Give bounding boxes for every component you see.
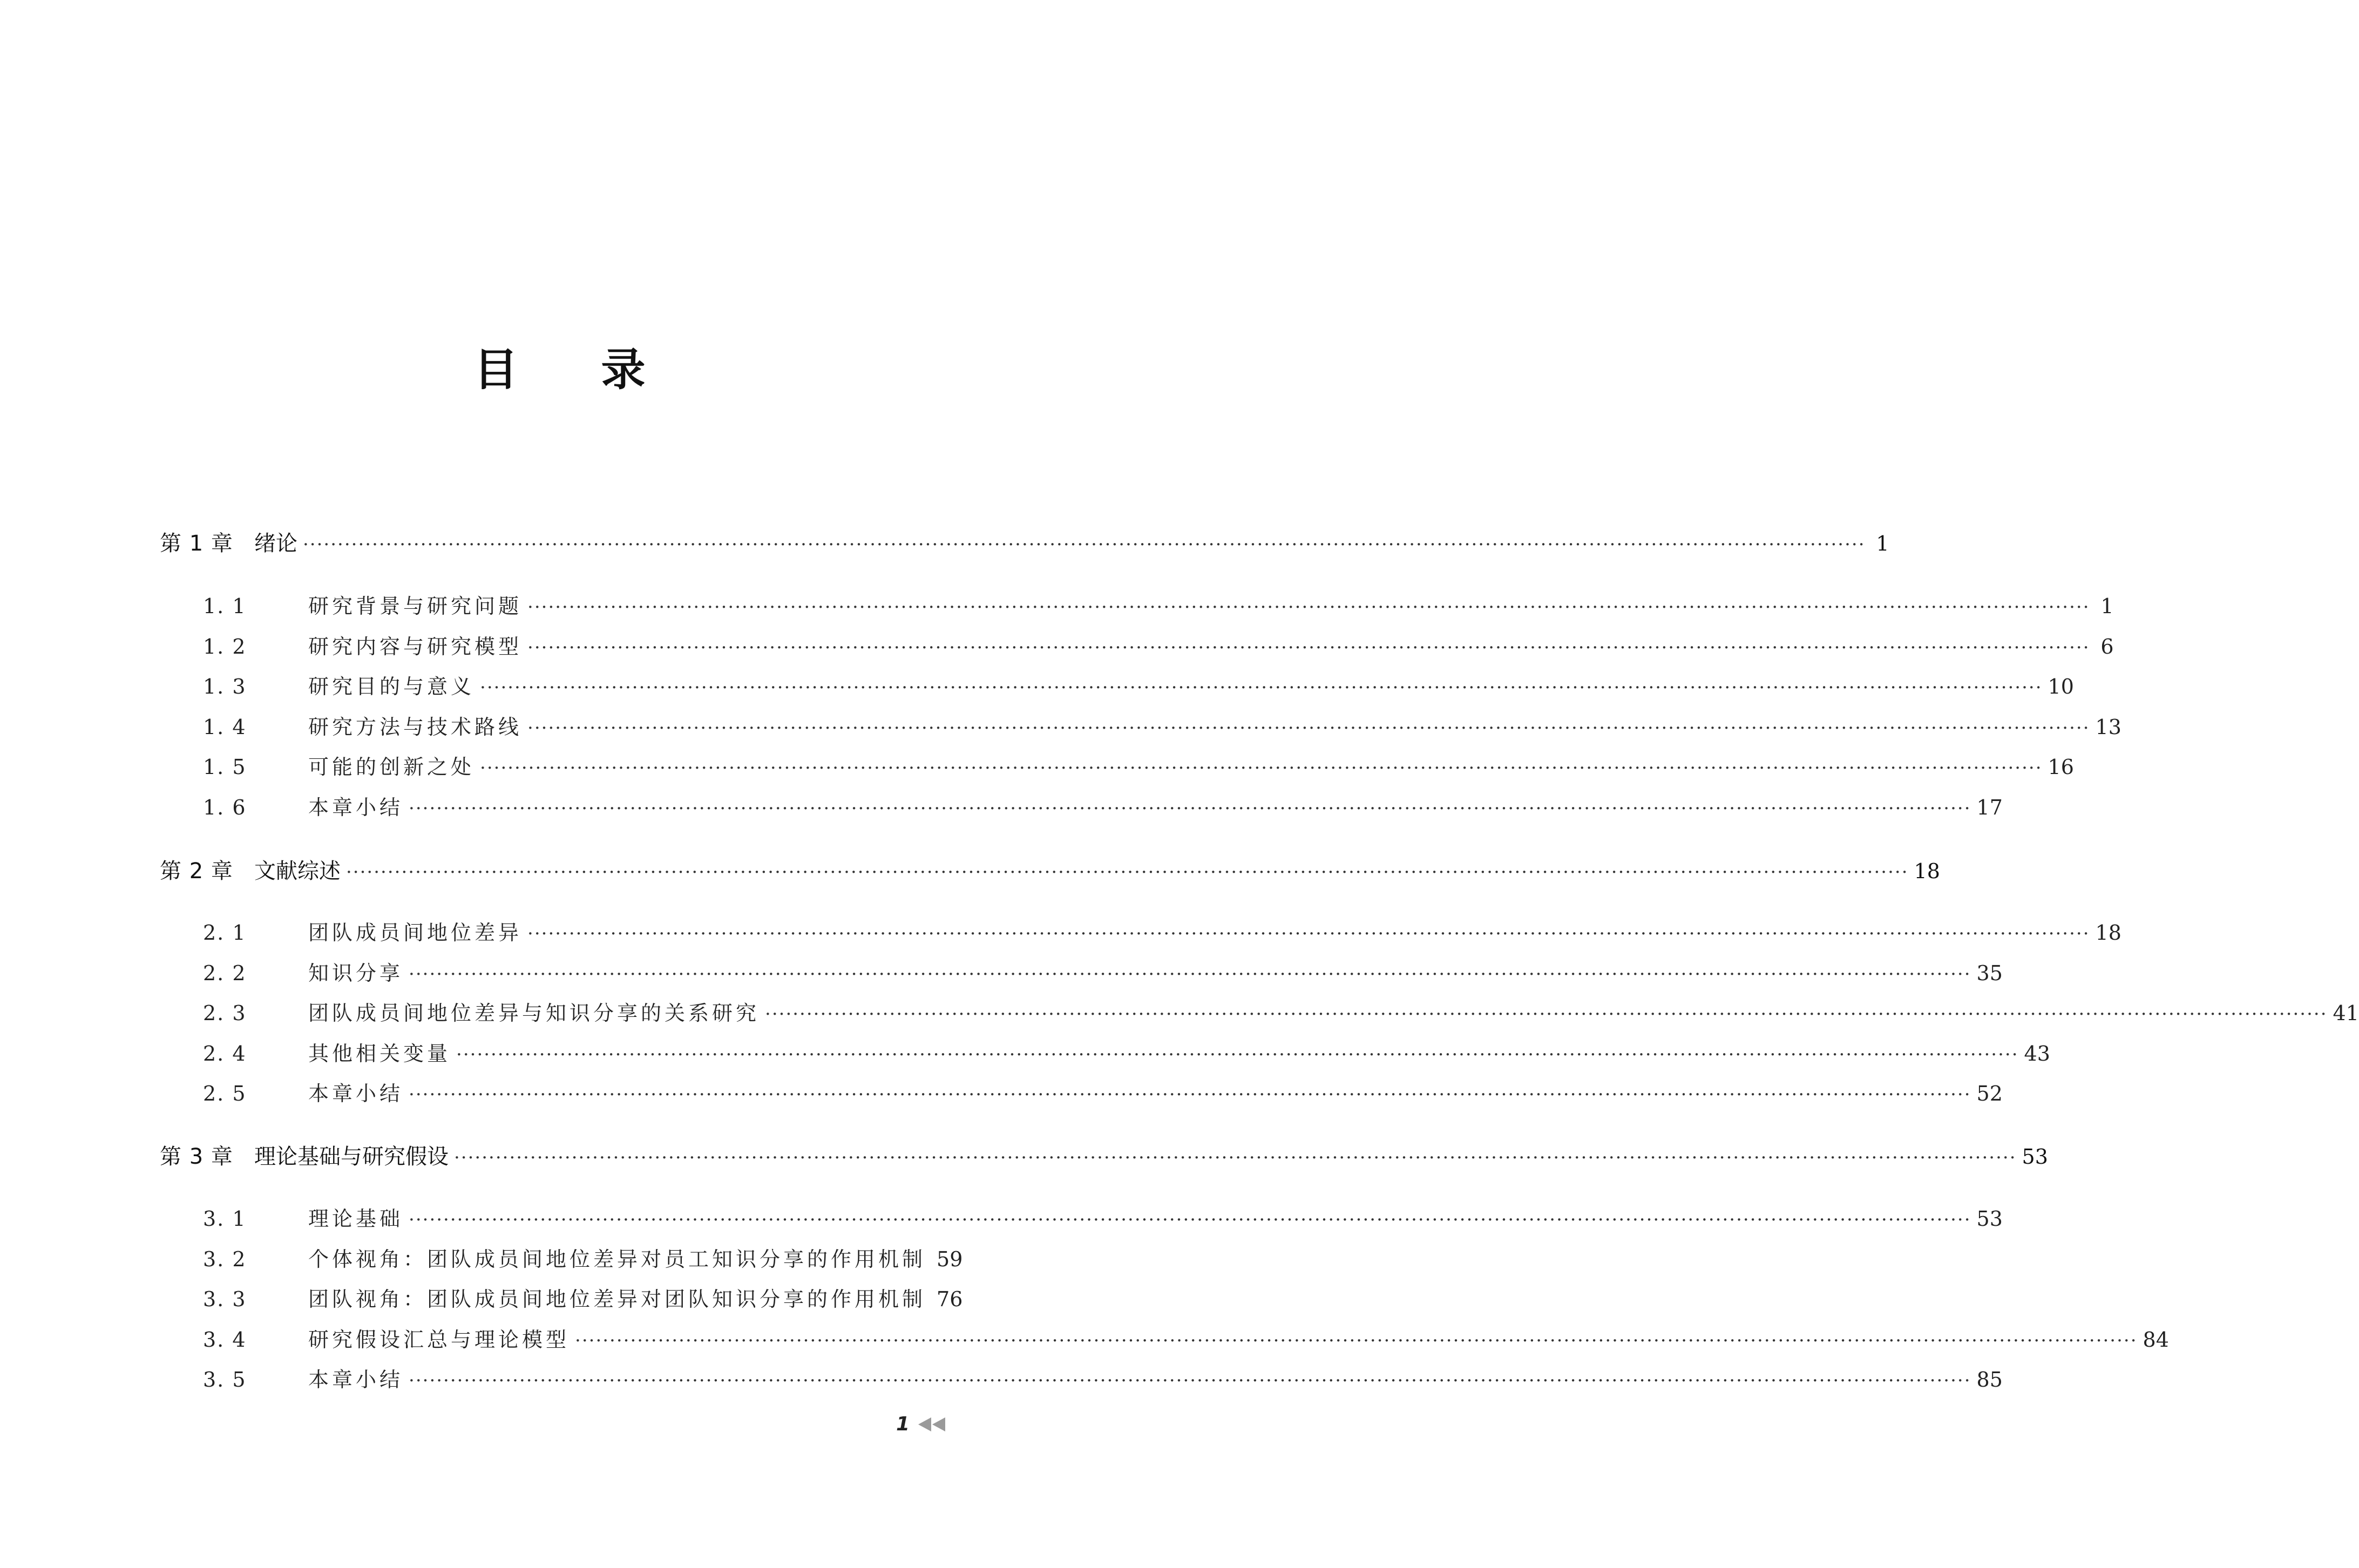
toc-page-number: 41 [2333, 1001, 2359, 1025]
toc-section-title: 团队成员间地位差异与知识分享的关系研究 [308, 1001, 760, 1025]
toc-chapter-number: 第 3 章 [160, 1144, 233, 1169]
toc-page-number: 10 [2048, 675, 2074, 698]
toc-dot-leader [527, 637, 2090, 659]
toc-page-number: 52 [1976, 1082, 2003, 1105]
toc-page-number: 85 [1976, 1368, 2003, 1391]
toc-dot-leader [409, 1370, 1971, 1391]
toc-section-title: 团队成员间地位差异 [308, 921, 523, 945]
page-footer [896, 1413, 946, 1435]
double-left-arrow-icon [918, 1417, 946, 1431]
toc-chapter-row[interactable] [160, 526, 1889, 559]
toc-section-row[interactable] [160, 1282, 963, 1315]
toc-section-row[interactable] [160, 791, 2003, 823]
toc-section-title: 研究目的与意义 [308, 675, 475, 698]
toc-section-number: 3. 5 [203, 1368, 247, 1391]
toc-page-number: 53 [2022, 1145, 2048, 1169]
toc-page-number: 6 [2100, 635, 2114, 659]
toc-section-row[interactable] [160, 710, 2121, 743]
toc-page-number: 18 [1914, 859, 1940, 883]
toc-section-row[interactable] [160, 1323, 2169, 1355]
toc-section-row[interactable] [160, 630, 2114, 662]
toc-chapter-row[interactable] [160, 1139, 2048, 1172]
toc-page-number: 76 [937, 1287, 963, 1311]
toc-dot-leader [303, 534, 1866, 555]
toc-chapter-number: 第 1 章 [160, 531, 233, 556]
toc-chapter-title: 文献综述 [254, 859, 341, 884]
toc-section-row[interactable] [160, 589, 2114, 622]
toc-section-title: 可能的创新之处 [308, 755, 475, 779]
toc-section-number: 3. 1 [203, 1207, 247, 1231]
title-char-1: 目 [473, 344, 520, 396]
toc-section-row[interactable] [160, 750, 2074, 783]
toc-page-number: 59 [937, 1247, 963, 1271]
toc-section-title: 理论基础 [308, 1207, 404, 1231]
toc-section-row[interactable] [160, 1243, 963, 1275]
toc-section-number: 2. 1 [203, 921, 247, 945]
toc-section-number: 2. 2 [203, 961, 247, 985]
toc-page-number: 13 [2095, 715, 2121, 739]
toc-section-number: 2. 3 [203, 1001, 247, 1025]
toc-page-number: 43 [2024, 1042, 2050, 1065]
toc-chapter-number: 第 2 章 [160, 859, 233, 884]
toc-dot-leader [527, 923, 2090, 945]
toc-section-number: 3. 4 [203, 1328, 247, 1352]
toc-section-number: 3. 2 [203, 1247, 247, 1271]
toc-section-number: 1. 3 [203, 675, 247, 698]
toc-dot-leader [456, 1044, 2019, 1065]
toc-section-row[interactable] [160, 1363, 2003, 1395]
toc-section-row[interactable] [160, 916, 2121, 948]
toc-section-title: 个体视角：团队成员间地位差异对员工知识分享的作用机制 [308, 1247, 926, 1271]
toc-chapter-title: 绪论 [254, 531, 297, 556]
toc-dot-leader [527, 717, 2090, 739]
toc-section-title: 研究内容与研究模型 [308, 635, 523, 659]
toc-dot-leader [765, 1003, 2328, 1025]
toc-chapter-row[interactable] [160, 854, 1940, 886]
toc-dot-leader [346, 861, 1909, 883]
toc-dot-leader [480, 757, 2043, 779]
toc-page-number: 1 [1876, 532, 1889, 555]
toc-page-number: 17 [1976, 796, 2003, 819]
toc-page-number: 35 [1976, 961, 2003, 985]
toc-dot-leader [575, 1330, 2138, 1352]
toc-page-number: 1 [2100, 594, 2114, 618]
toc-section-title: 研究方法与技术路线 [308, 715, 523, 739]
toc-section-row[interactable] [160, 1037, 2050, 1069]
toc-section-number: 3. 3 [203, 1287, 247, 1311]
toc-section-number: 1. 6 [203, 796, 247, 819]
toc-page-number: 18 [2095, 921, 2121, 945]
toc-section-title: 本章小结 [308, 796, 404, 819]
toc-dot-leader [409, 1209, 1971, 1231]
toc-section-title: 其他相关变量 [308, 1042, 451, 1065]
toc-dot-leader [454, 1147, 2017, 1169]
toc-section-row[interactable] [160, 956, 2003, 989]
toc-chapter-title: 理论基础与研究假设 [254, 1144, 449, 1169]
toc-section-row[interactable] [160, 670, 2074, 702]
toc-section-number: 1. 1 [203, 594, 247, 618]
footer-page-number: 1 [896, 1413, 910, 1435]
toc-section-title: 研究假设汇总与理论模型 [308, 1328, 570, 1352]
toc-page-number: 16 [2048, 755, 2074, 779]
toc-section-number: 2. 5 [203, 1082, 247, 1105]
page-title [0, 335, 1121, 398]
toc-dot-leader [527, 596, 2090, 618]
toc-section-row[interactable] [160, 1077, 2003, 1109]
toc-section-number: 1. 4 [203, 715, 247, 739]
toc-section-number: 2. 4 [203, 1042, 247, 1065]
toc-page-number: 53 [1976, 1207, 2003, 1231]
toc-section-title: 知识分享 [308, 961, 404, 985]
toc-section-row[interactable] [160, 996, 2359, 1029]
toc-dot-leader [409, 1084, 1971, 1105]
title-char-2: 录 [601, 344, 648, 396]
toc-section-title: 研究背景与研究问题 [308, 594, 523, 618]
toc-section-number: 1. 2 [203, 635, 247, 659]
toc-section-number: 1. 5 [203, 755, 247, 779]
toc-section-title: 本章小结 [308, 1082, 404, 1105]
toc-section-title: 团队视角：团队成员间地位差异对团队知识分享的作用机制 [308, 1287, 926, 1311]
toc-page-number: 84 [2143, 1328, 2169, 1352]
toc-dot-leader [480, 677, 2043, 698]
toc-section-row[interactable] [160, 1202, 2003, 1234]
toc-dot-leader [409, 963, 1971, 985]
toc-section-title: 本章小结 [308, 1368, 404, 1391]
toc-dot-leader [409, 798, 1971, 819]
